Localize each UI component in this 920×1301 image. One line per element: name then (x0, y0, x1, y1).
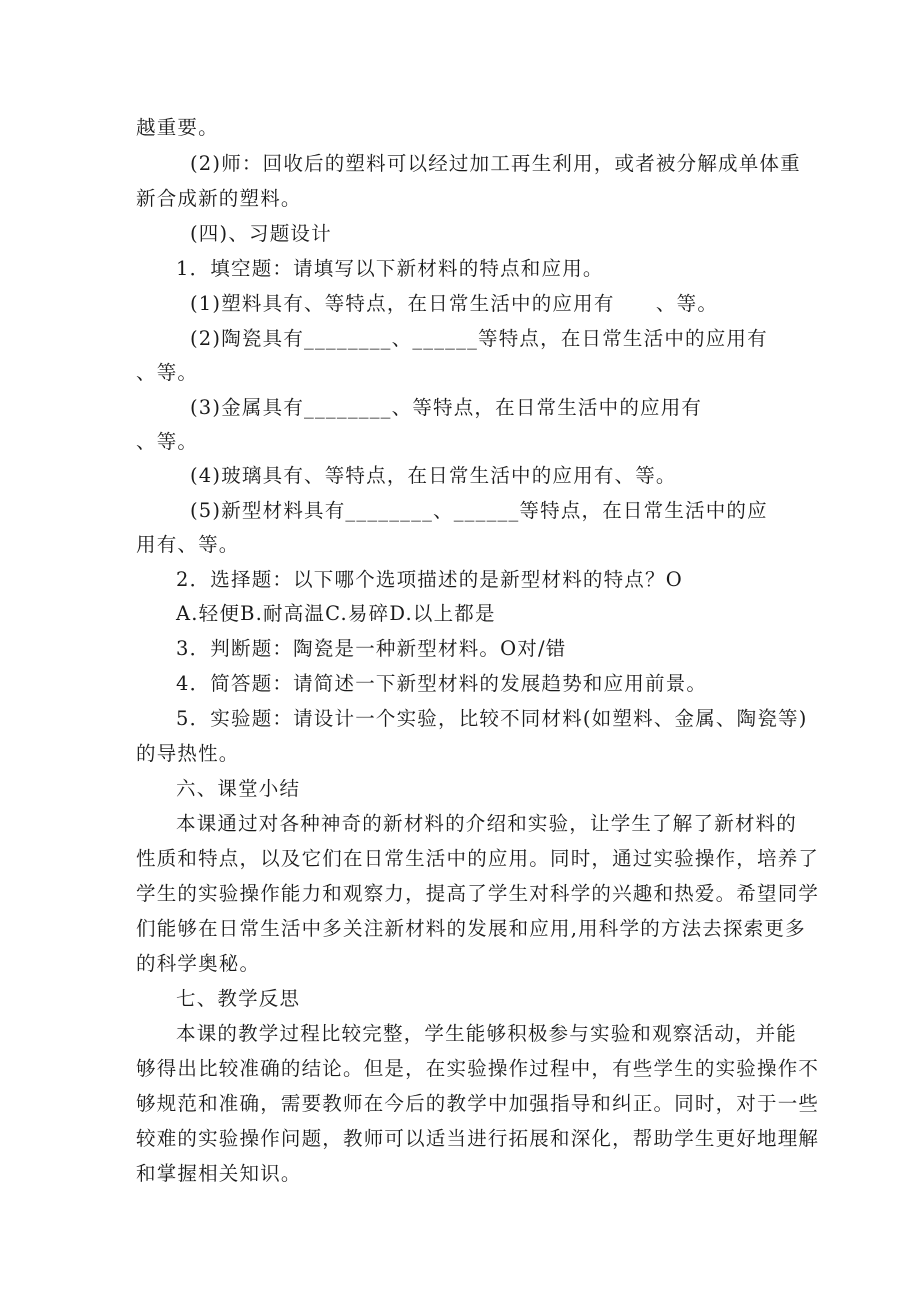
paragraph-line: (2)师：回收后的塑料可以经过加工再生利用，或者被分解成单体重 (190, 152, 801, 175)
summary-line: 们能够在日常生活中多关注新材料的发展和应用,用科学的方法去探索更多 (136, 917, 806, 940)
exercise-heading: (四)、习题设计 (190, 222, 332, 245)
question-1-item: (4)玻璃具有、等特点，在日常生活中的应用有、等。 (190, 464, 677, 487)
summary-line: 性质和特点，以及它们在日常生活中的应用。同时，通过实验操作，培养了 (136, 847, 820, 870)
paragraph-line: 新合成新的塑料。 (136, 187, 302, 210)
paragraph-line: 越重要。 (136, 116, 219, 139)
question-1-item: 、等。 (136, 430, 199, 453)
reflection-line: 较难的实验操作问题，教师可以适当进行拓展和深化，帮助学生更好地理解 (136, 1127, 820, 1150)
reflection-line: 和掌握相关知识。 (136, 1162, 302, 1185)
question-5: 5．实验题：请设计一个实验，比较不同材料(如塑料、金属、陶瓷等) (176, 707, 808, 730)
question-3: 3．判断题：陶瓷是一种新型材料。O对/错 (176, 637, 567, 660)
reflection-line: 本课的教学过程比较完整，学生能够积极参与实验和观察活动，并能 (176, 1022, 798, 1045)
reflection-line: 够得出比较准确的结论。但是，在实验操作过程中，有些学生的实验操作不 (136, 1057, 820, 1080)
question-2-title: 2．选择题：以下哪个选项描述的是新型材料的特点？O (176, 568, 683, 591)
question-1-item: (5)新型材料具有________、______等特点，在日常生活中的应 (190, 499, 768, 522)
question-4: 4．简答题：请简述一下新型材料的发展趋势和应用前景。 (176, 672, 708, 695)
summary-heading: 六、课堂小结 (176, 777, 301, 800)
question-5: 的导热性。 (136, 742, 240, 765)
summary-line: 学生的实验操作能力和观察力，提高了学生对科学的兴趣和热爱。希望同学 (136, 882, 820, 905)
question-1-item: (3)金属具有________、等特点，在日常生活中的应用有 (190, 396, 703, 419)
question-1-item: (2)陶瓷具有________、______等特点，在日常生活中的应用有 (190, 327, 768, 350)
summary-line: 的科学奥秘。 (136, 952, 261, 975)
reflection-heading: 七、教学反思 (176, 987, 301, 1010)
reflection-line: 够规范和准确，需要教师在今后的教学中加强指导和纠正。同时，对于一些 (136, 1092, 820, 1115)
question-1-item: (1)塑料具有、等特点，在日常生活中的应用有 、等。 (190, 292, 719, 315)
question-1-item: 、等。 (136, 361, 199, 384)
question-1-title: 1．填空题：请填写以下新材料的特点和应用。 (176, 257, 604, 280)
summary-line: 本课通过对各种神奇的新材料的介绍和实验，让学生了解了新材料的 (176, 812, 798, 835)
question-2-options: A.轻便B.耐高温C.易碎D.以上都是 (176, 602, 496, 625)
question-1-item: 用有、等。 (136, 533, 240, 556)
